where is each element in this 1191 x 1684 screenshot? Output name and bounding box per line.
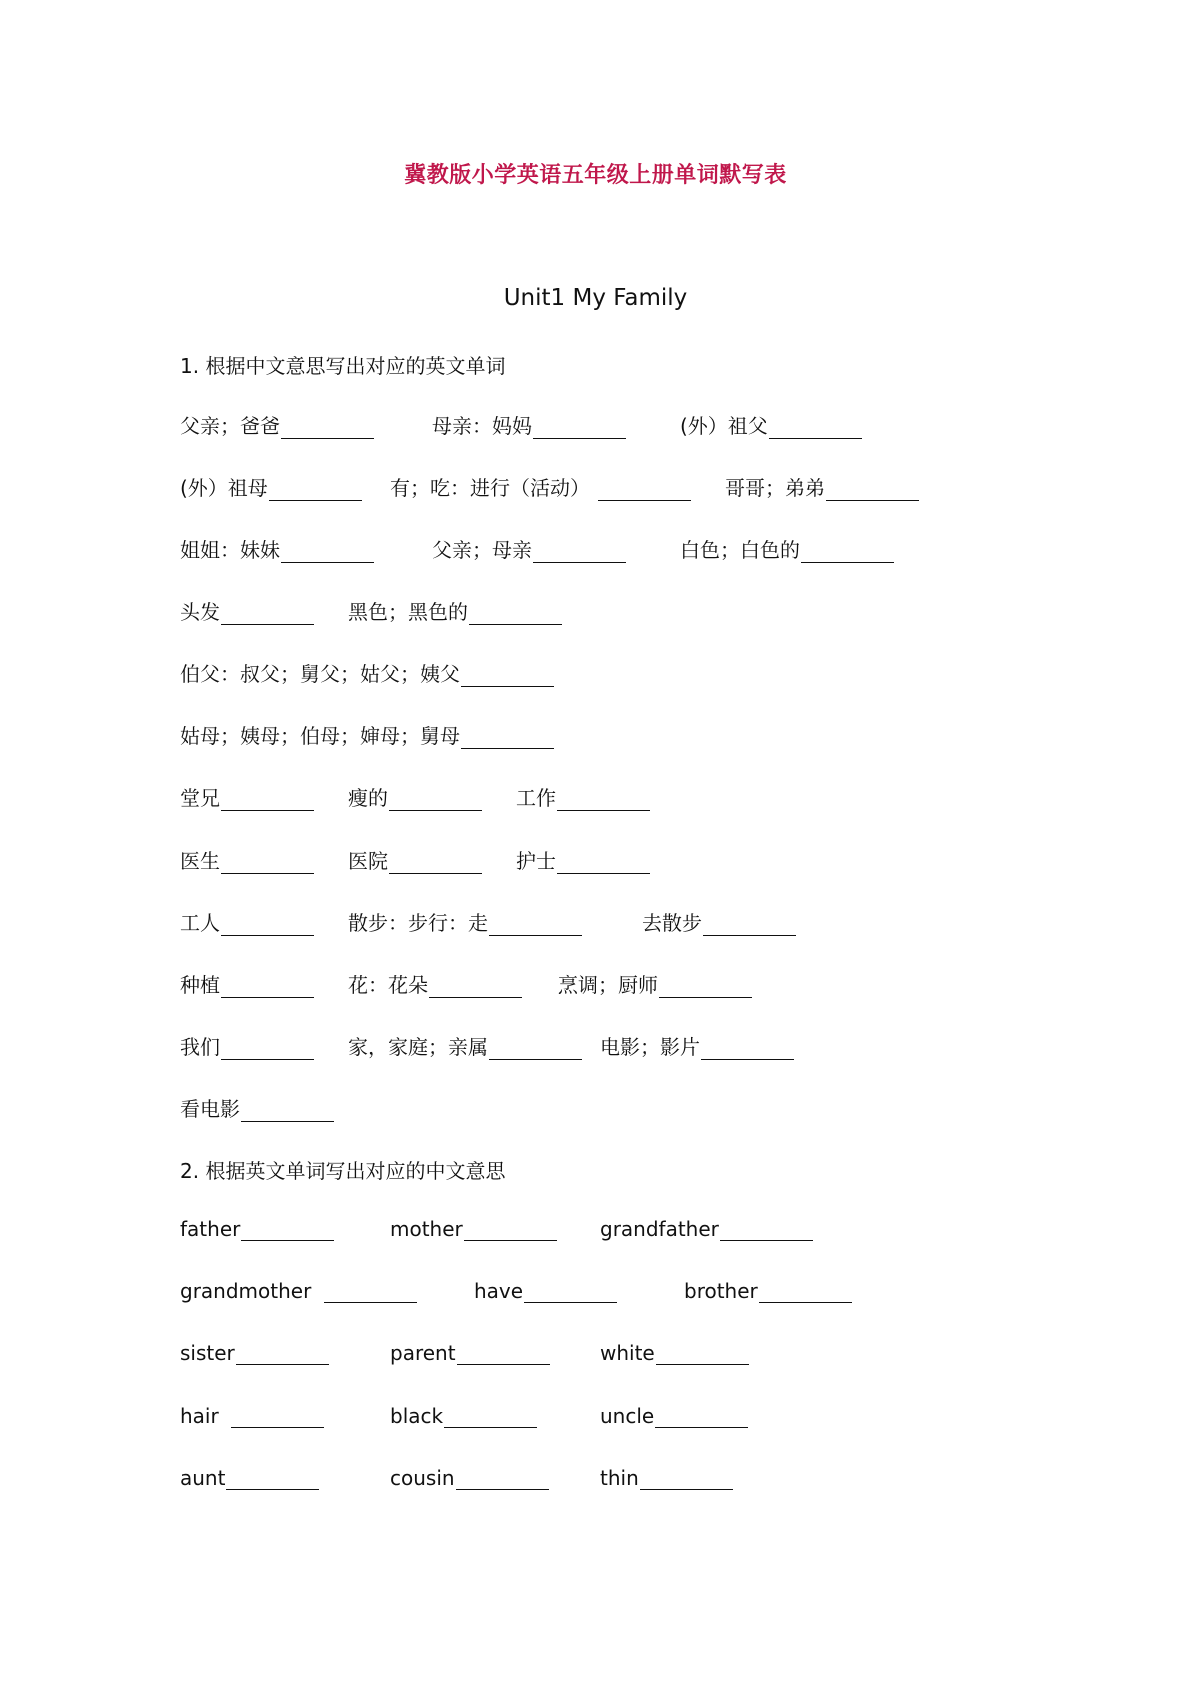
vocab-prompt: (外）祖母 <box>180 476 268 500</box>
vocab-item <box>516 782 650 811</box>
vocab-item <box>180 1404 324 1428</box>
vocab-prompt: 母亲：妈妈 <box>432 414 532 438</box>
vocab-prompt: hair <box>180 1404 226 1428</box>
vocab-prompt: brother <box>684 1279 758 1303</box>
answer-blank[interactable] <box>389 851 482 874</box>
vocab-item <box>180 1279 417 1303</box>
vocab-item <box>180 1217 334 1241</box>
answer-blank[interactable] <box>461 726 554 749</box>
answer-blank[interactable] <box>759 1280 852 1303</box>
answer-blank[interactable] <box>456 1467 549 1490</box>
answer-blank[interactable] <box>533 540 626 563</box>
vocab-item <box>348 845 482 874</box>
vocab-prompt: grandfather <box>600 1217 719 1241</box>
section-1-heading: 1. 根据中文意思写出对应的英文单词 <box>180 354 506 378</box>
vocab-item <box>680 534 894 563</box>
vocab-item <box>180 845 314 874</box>
vocab-item <box>474 1279 617 1303</box>
vocab-prompt: 工人 <box>180 911 220 935</box>
vocab-prompt: cousin <box>390 1466 455 1490</box>
vocab-item <box>348 1031 582 1060</box>
vocab-prompt: 我们 <box>180 1035 220 1059</box>
vocab-prompt: 散步：步行：走 <box>348 911 488 935</box>
vocab-item <box>180 907 314 936</box>
vocab-prompt: 有；吃：进行（活动） <box>390 476 590 500</box>
answer-blank[interactable] <box>236 1342 329 1365</box>
answer-blank[interactable] <box>324 1280 417 1303</box>
answer-blank[interactable] <box>598 478 691 501</box>
vocab-prompt: 堂兄 <box>180 786 220 810</box>
vocab-item <box>180 1031 314 1060</box>
vocab-item <box>390 472 691 501</box>
answer-blank[interactable] <box>826 478 919 501</box>
vocab-item <box>180 534 374 563</box>
vocab-prompt: aunt <box>180 1466 226 1490</box>
vocab-prompt: 父亲；母亲 <box>432 538 532 562</box>
vocab-item <box>180 969 314 998</box>
answer-blank[interactable] <box>524 1280 617 1303</box>
vocab-prompt: 瘦的 <box>348 786 388 810</box>
page-title: 冀教版小学英语五年级上册单词默写表 <box>404 163 787 188</box>
vocab-prompt: father <box>180 1217 241 1241</box>
vocab-prompt: 护士 <box>516 849 556 873</box>
answer-blank[interactable] <box>655 1405 748 1428</box>
answer-blank[interactable] <box>640 1467 733 1490</box>
answer-blank[interactable] <box>281 416 374 439</box>
answer-blank[interactable] <box>281 540 374 563</box>
answer-blank[interactable] <box>221 602 314 625</box>
vocab-prompt: mother <box>390 1217 463 1241</box>
vocab-prompt: 工作 <box>516 786 556 810</box>
answer-blank[interactable] <box>720 1218 813 1241</box>
vocab-item <box>600 1404 748 1428</box>
vocab-prompt: thin <box>600 1466 639 1490</box>
vocab-prompt: 姑母；姨母；伯母；婶母；舅母 <box>180 724 460 748</box>
vocab-item <box>600 1217 813 1241</box>
vocab-item <box>600 1341 749 1365</box>
answer-blank[interactable] <box>221 975 314 998</box>
answer-blank[interactable] <box>769 416 862 439</box>
answer-blank[interactable] <box>389 788 482 811</box>
vocab-prompt: 父亲；爸爸 <box>180 414 280 438</box>
answer-blank[interactable] <box>469 602 562 625</box>
vocab-item <box>390 1466 549 1490</box>
answer-blank[interactable] <box>241 1218 334 1241</box>
vocab-item <box>390 1341 550 1365</box>
answer-blank[interactable] <box>241 1099 334 1122</box>
vocab-prompt: sister <box>180 1341 235 1365</box>
vocab-item <box>558 969 752 998</box>
vocab-item <box>600 1031 794 1060</box>
vocab-item <box>180 472 362 501</box>
answer-blank[interactable] <box>221 788 314 811</box>
vocab-prompt: 烹调；厨师 <box>558 973 658 997</box>
vocab-item <box>180 782 314 811</box>
answer-blank[interactable] <box>457 1342 550 1365</box>
answer-blank[interactable] <box>231 1405 324 1428</box>
answer-blank[interactable] <box>489 913 582 936</box>
vocab-item <box>180 720 554 749</box>
vocab-item <box>348 907 582 936</box>
vocab-item <box>348 969 522 998</box>
vocab-item <box>725 472 919 501</box>
vocab-item <box>432 534 626 563</box>
vocab-item <box>180 410 374 439</box>
vocab-prompt: black <box>390 1404 444 1428</box>
vocab-prompt: have <box>474 1279 524 1303</box>
vocab-prompt: 医院 <box>348 849 388 873</box>
vocab-item <box>680 410 862 439</box>
vocab-item <box>390 1217 557 1241</box>
answer-blank[interactable] <box>221 1037 314 1060</box>
vocab-prompt: 哥哥；弟弟 <box>725 476 825 500</box>
unit-title: Unit1 My Family <box>503 285 688 311</box>
vocab-prompt: 看电影 <box>180 1097 240 1121</box>
vocab-prompt: uncle <box>600 1404 655 1428</box>
answer-blank[interactable] <box>226 1467 319 1490</box>
answer-blank[interactable] <box>221 851 314 874</box>
vocab-prompt: grandmother <box>180 1279 318 1303</box>
answer-blank[interactable] <box>533 416 626 439</box>
answer-blank[interactable] <box>444 1405 537 1428</box>
answer-blank[interactable] <box>269 478 362 501</box>
vocab-prompt: 黑色；黑色的 <box>348 600 468 624</box>
answer-blank[interactable] <box>557 851 650 874</box>
vocab-prompt: 电影；影片 <box>600 1035 700 1059</box>
answer-blank[interactable] <box>557 788 650 811</box>
vocab-item <box>516 845 650 874</box>
answer-blank[interactable] <box>701 1037 794 1060</box>
answer-blank[interactable] <box>659 975 752 998</box>
vocab-item <box>180 658 554 687</box>
answer-blank[interactable] <box>801 540 894 563</box>
vocab-item <box>180 596 314 625</box>
answer-blank[interactable] <box>489 1037 582 1060</box>
vocab-item <box>180 1466 319 1490</box>
vocab-prompt: 去散步 <box>642 911 702 935</box>
vocab-item <box>432 410 626 439</box>
vocab-prompt: white <box>600 1341 655 1365</box>
vocab-prompt: 白色；白色的 <box>680 538 800 562</box>
vocab-item <box>180 1093 334 1122</box>
vocab-prompt: 头发 <box>180 600 220 624</box>
answer-blank[interactable] <box>461 664 554 687</box>
vocab-item <box>684 1279 852 1303</box>
vocab-prompt: 姐姐：妹妹 <box>180 538 280 562</box>
vocab-item <box>348 596 562 625</box>
vocab-item <box>180 1341 329 1365</box>
vocab-item <box>348 782 482 811</box>
vocab-prompt: 伯父：叔父；舅父；姑父；姨父 <box>180 662 460 686</box>
vocab-prompt: 种植 <box>180 973 220 997</box>
answer-blank[interactable] <box>703 913 796 936</box>
vocab-prompt: (外）祖父 <box>680 414 768 438</box>
section-2-heading: 2. 根据英文单词写出对应的中文意思 <box>180 1159 506 1183</box>
vocab-prompt: 家，家庭；亲属 <box>348 1035 488 1059</box>
vocab-prompt: parent <box>390 1341 456 1365</box>
vocab-prompt: 医生 <box>180 849 220 873</box>
vocab-prompt: 花：花朵 <box>348 973 428 997</box>
answer-blank[interactable] <box>656 1342 749 1365</box>
answer-blank[interactable] <box>464 1218 557 1241</box>
vocab-item <box>390 1404 537 1428</box>
vocab-item <box>600 1466 733 1490</box>
answer-blank[interactable] <box>221 913 314 936</box>
answer-blank[interactable] <box>429 975 522 998</box>
vocab-item <box>642 907 796 936</box>
